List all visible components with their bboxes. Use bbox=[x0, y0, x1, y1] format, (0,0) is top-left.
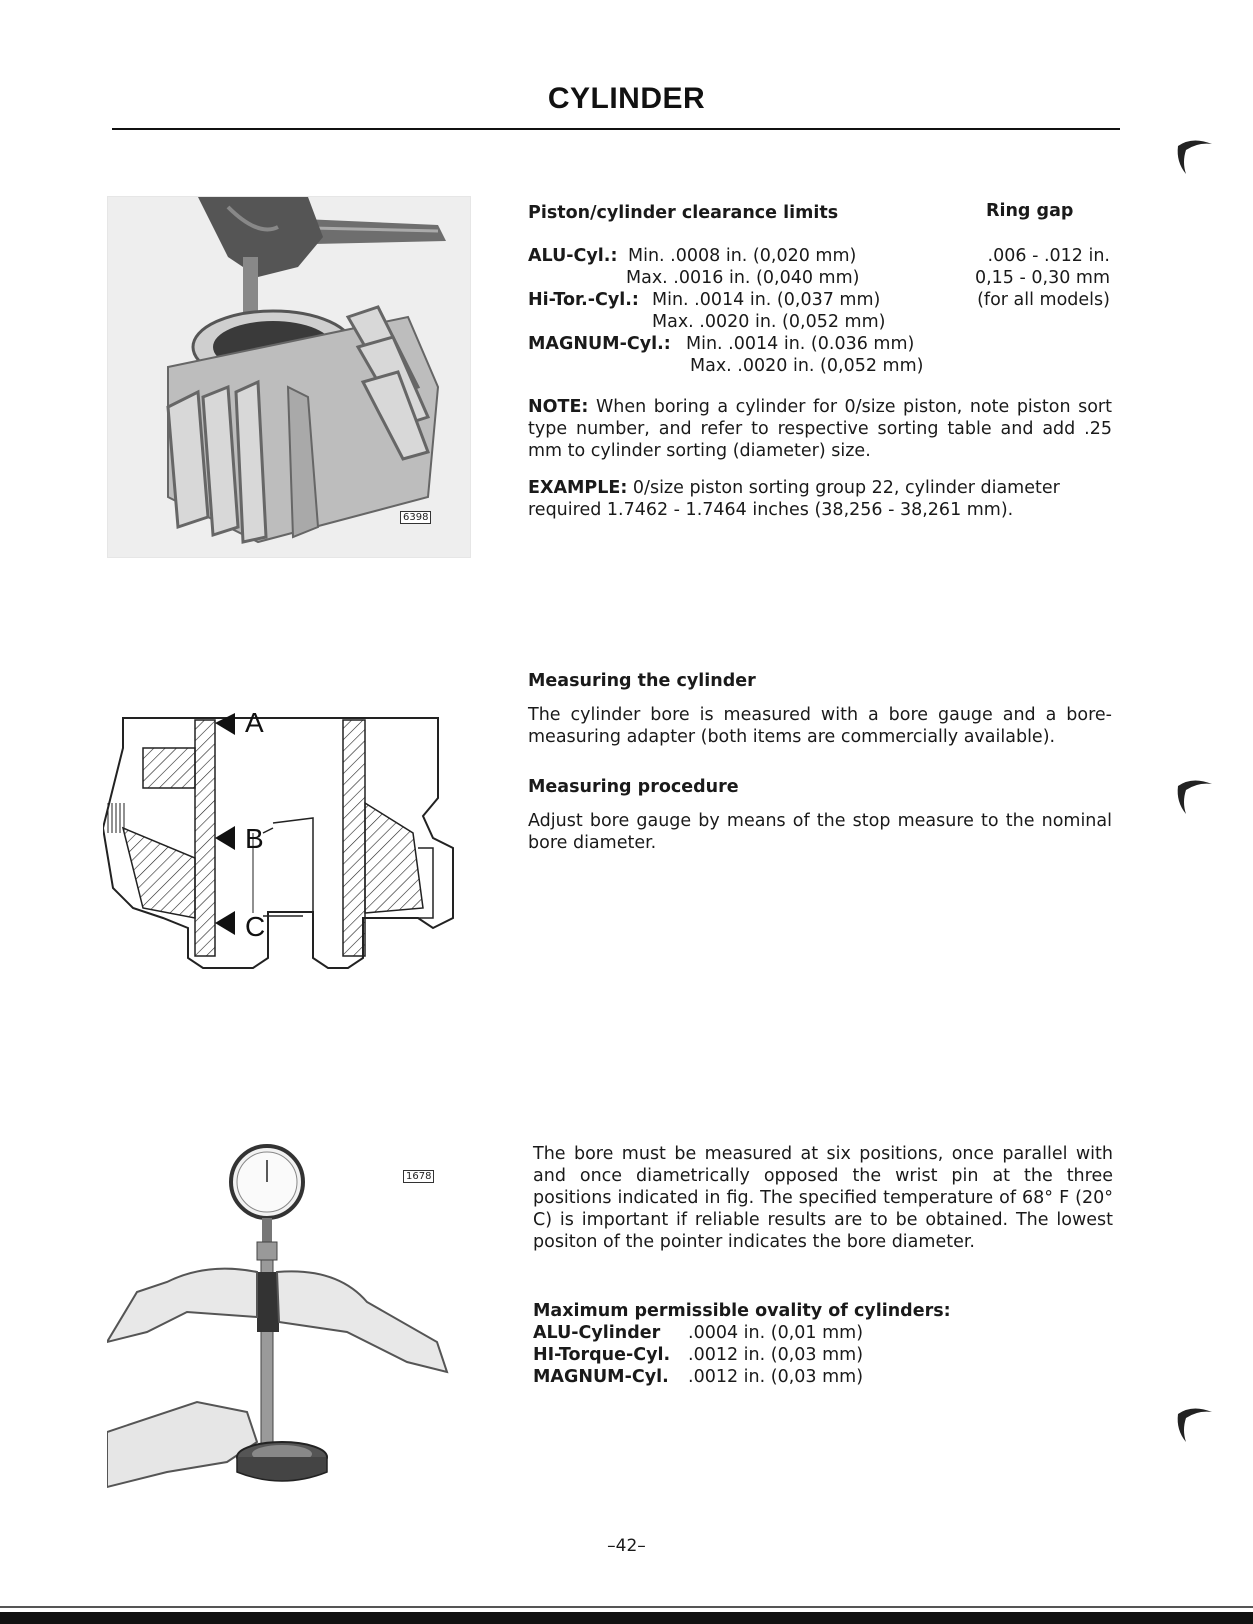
hole-punch-icon bbox=[1172, 136, 1218, 182]
clearance-row-value: Max. .0020 in. (0,052 mm) bbox=[652, 312, 886, 332]
example-label: EXAMPLE: bbox=[528, 478, 628, 498]
example-text: 0/size piston sorting group 22, cylinder diameter required 1.7462 - 1.7464 inches (38,256 - 38,261 mm). bbox=[528, 478, 1060, 520]
bore-paragraph: The bore must be measured at six positions, once parallel with and once diametrically opposed the wrist pin at the three positions indicated in fig. The specified temperature of 68° F (20° C) is important if reliable results are to be obtained. The lowest positon of the pointer indicates the bore diameter. bbox=[533, 1144, 1113, 1252]
clearance-row-label: MAGNUM-Cyl.: bbox=[528, 334, 671, 354]
ring-gap-value: 0,15 - 0,30 mm bbox=[974, 268, 1110, 288]
page-title: CYLINDER bbox=[547, 82, 706, 115]
ring-gap-value: .006 - .012 in. bbox=[987, 246, 1110, 266]
note-text: When boring a cylinder for 0/size piston, note piston sort type number, and refer to respective sorting table and add .25 mm to cylinder sorting (diameter) size. bbox=[528, 397, 1112, 461]
measuring-point-c: C bbox=[245, 911, 266, 942]
clearance-heading: Piston/cylinder clearance limits bbox=[528, 203, 839, 223]
measuring-heading: Measuring the cylinder bbox=[528, 671, 756, 691]
note-paragraph bbox=[528, 396, 1112, 462]
scan-edge bbox=[0, 1612, 1253, 1624]
example-paragraph bbox=[528, 477, 1112, 521]
ring-gap-heading: Ring gap bbox=[986, 201, 1074, 221]
hole-punch-icon bbox=[1172, 1404, 1218, 1450]
title-rule bbox=[112, 128, 1120, 130]
hole-punch-icon bbox=[1172, 776, 1218, 822]
note-label: NOTE: bbox=[528, 397, 589, 417]
measuring-text: The cylinder bore is measured with a bore gauge and a bore-measuring adapter (both items are commercially available). bbox=[528, 705, 1112, 747]
ovality-label: MAGNUM-Cyl. bbox=[533, 1367, 669, 1387]
clearance-row-value: Min. .0008 in. (0,020 mm) bbox=[628, 246, 857, 266]
cylinder-ring-gap-photo bbox=[107, 196, 471, 558]
procedure-text: Adjust bore gauge by means of the stop measure to the nominal bore diameter. bbox=[528, 811, 1112, 853]
ring-gap-value: (for all models) bbox=[977, 290, 1110, 310]
bore-gauge-photo bbox=[107, 1142, 469, 1500]
measuring-point-a: A bbox=[245, 708, 264, 738]
page-number: –42– bbox=[607, 1536, 646, 1556]
scan-edge bbox=[0, 1606, 1253, 1608]
figure-number: 6398 bbox=[400, 511, 431, 524]
clearance-row-value: Max. .0020 in. (0,052 mm) bbox=[690, 356, 924, 376]
measuring-point-b: B bbox=[245, 823, 264, 854]
clearance-row-label: Hi-Tor.-Cyl.: bbox=[528, 290, 639, 310]
procedure-heading: Measuring procedure bbox=[528, 777, 739, 797]
clearance-row-value: Min. .0014 in. (0.036 mm) bbox=[686, 334, 915, 354]
cylinder-cross-section-diagram bbox=[103, 708, 473, 1010]
ovality-value: .0012 in. (0,03 mm) bbox=[688, 1345, 864, 1365]
ovality-heading: Maximum permissible ovality of cylinders: bbox=[533, 1301, 951, 1321]
ovality-value: .0012 in. (0,03 mm) bbox=[688, 1367, 864, 1387]
clearance-row-value: Max. .0016 in. (0,040 mm) bbox=[626, 268, 860, 288]
ovality-label: HI-Torque-Cyl. bbox=[533, 1345, 671, 1365]
ovality-value: .0004 in. (0,01 mm) bbox=[688, 1323, 864, 1343]
figure-number: 1678 bbox=[403, 1170, 434, 1183]
clearance-row-label: ALU-Cyl.: bbox=[528, 246, 618, 266]
clearance-row-value: Min. .0014 in. (0,037 mm) bbox=[652, 290, 881, 310]
ovality-label: ALU-Cylinder bbox=[533, 1323, 661, 1343]
